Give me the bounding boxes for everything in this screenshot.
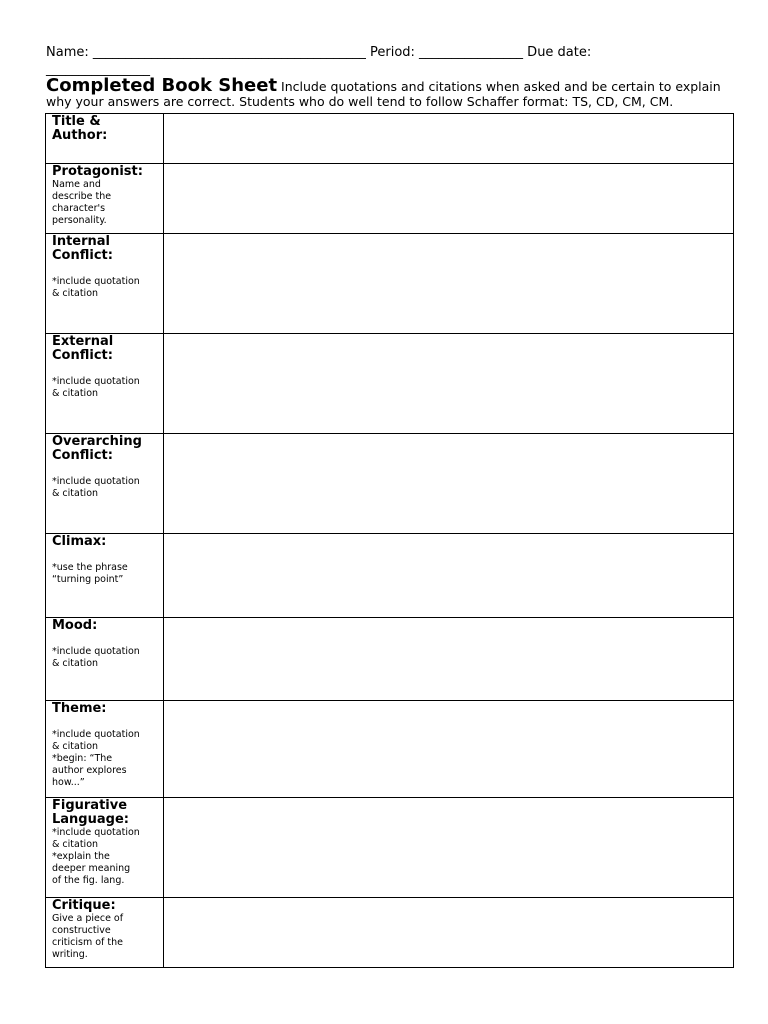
label-cell [46,798,164,898]
mood-note: *include quotation & citation [52,646,140,669]
row-climax [46,534,734,618]
label-cell [46,618,164,701]
row-protagonist [46,164,734,234]
label-cell [46,334,164,434]
internal-conflict-label: Internal Conflict: [52,234,113,263]
due-date-blank: ________________ [46,62,150,77]
overarching-conflict-note: *include quotation & citation [52,476,140,499]
row-overarching-conflict [46,434,734,534]
page-title: Completed Book Sheet [46,75,278,96]
row-figurative-language [46,798,734,898]
internal-conflict-note: *include quotation & citation [52,276,140,299]
figurative-language-note: *include quotation & citation *explain the deeper meaning of the fig. lang. [52,827,140,886]
external-conflict-note: *include quotation & citation [52,376,140,399]
row-mood [46,618,734,701]
book-sheet-table [45,113,734,968]
climax-label: Climax: [52,534,107,549]
critique-note: Give a piece of constructive criticism of the writing. [52,913,124,960]
name-period-due-date-line: Name: __________________________________________ Period: ________________ Due date: [46,45,592,60]
theme-answer[interactable] [164,701,734,798]
label-cell [46,164,164,234]
label-cell [46,701,164,798]
label-cell [46,534,164,618]
label-cell [46,234,164,334]
climax-answer[interactable] [164,534,734,618]
protagonist-note: Name and describe the character's personality. [52,179,112,226]
theme-label: Theme: [52,701,107,716]
figurative-language-answer[interactable] [164,798,734,898]
protagonist-label: Protagonist: [52,164,143,179]
critique-label: Critique: [52,898,116,913]
instructions-text: Include quotations and citations when asked and be certain to explain why your answers are correct. Students who do well tend to follow Schaffer format: TS, CD, CM, CM. [46,79,721,109]
critique-answer[interactable] [164,898,734,968]
title-block [46,77,736,108]
mood-label: Mood: [52,618,98,633]
row-theme [46,701,734,798]
external-conflict-label: External Conflict: [52,334,114,363]
protagonist-answer[interactable] [164,164,734,234]
title-author-answer[interactable] [164,114,734,164]
label-cell [46,434,164,534]
mood-answer[interactable] [164,618,734,701]
overarching-conflict-answer[interactable] [164,434,734,534]
figurative-language-label: Figurative Language: [52,798,129,827]
label-cell [46,898,164,968]
row-critique [46,898,734,968]
label-cell [46,114,164,164]
row-title-author [46,114,734,164]
title-author-label: Title & Author: [52,114,108,143]
row-internal-conflict [46,234,734,334]
climax-note: *use the phrase “turning point” [52,562,128,585]
internal-conflict-answer[interactable] [164,234,734,334]
theme-note: *include quotation & citation *begin: “The author explores how...” [52,729,140,788]
overarching-conflict-label: Overarching Conflict: [52,434,142,463]
external-conflict-answer[interactable] [164,334,734,434]
row-external-conflict [46,334,734,434]
